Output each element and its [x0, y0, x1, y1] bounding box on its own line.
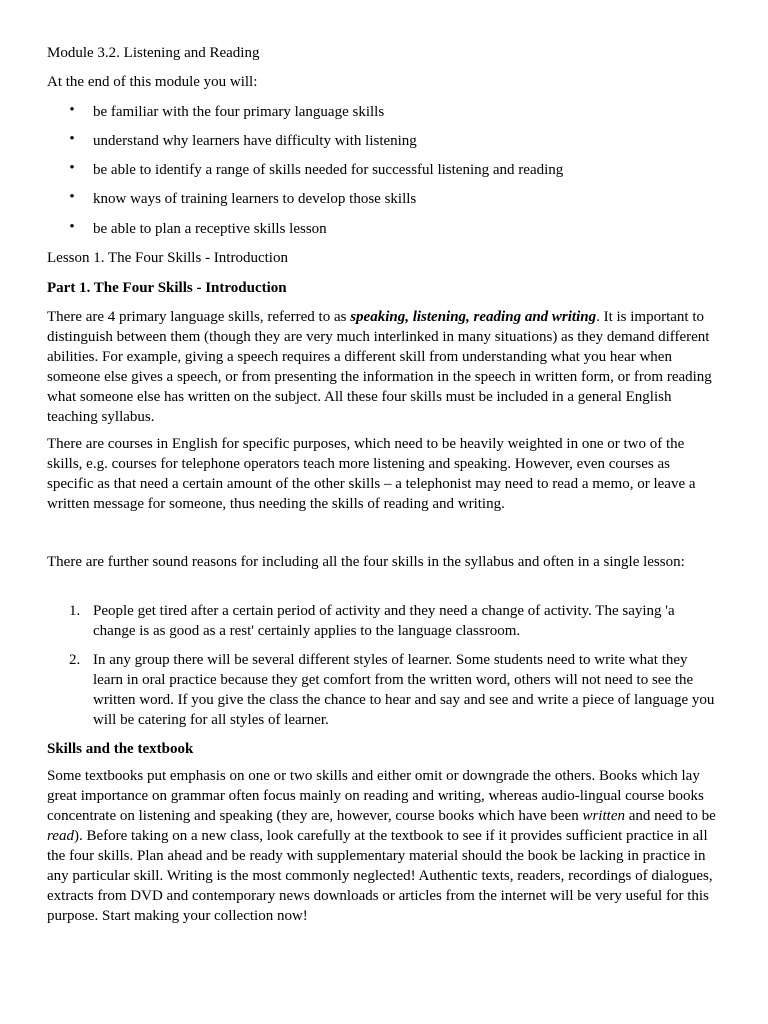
- reason-text: People get tired after a certain period of activity and they need a change of activity. The saying 'a change is as good as a rest' certainly applies to the language classroom.: [93, 603, 675, 639]
- part-heading: Part 1. The Four Skills - Introduction: [47, 280, 287, 296]
- paragraph-textbook: [47, 766, 719, 926]
- bullet-icon: •: [69, 102, 75, 118]
- paragraph-four-skills: [47, 307, 719, 427]
- module-title: Module 3.2. Listening and Reading: [47, 45, 260, 61]
- bullet-icon: •: [69, 219, 75, 235]
- objective-text: be familiar with the four primary language skills: [93, 104, 385, 120]
- paragraph-text: . It is important to distinguish between them (though they are very much interlinked in many situations) as they demand different abilities. For example, giving a speech requires a different skill from understanding what you hear when someone else gives a speech, or from presenting the information in the speech in written form, or from reading what someone else has written on the subject. All these four skills must be included in a general English teaching syllabus.: [47, 309, 712, 425]
- objective-text: be able to plan a receptive skills lesson: [93, 221, 327, 237]
- list-item: [47, 102, 719, 122]
- textbook-heading: Skills and the textbook: [47, 741, 194, 757]
- paragraph-text: ). Before taking on a new class, look carefully at the textbook to see if it provides sufficient practice in all the four skills. Plan ahead and be ready with supplementary material should the book be lacking in practice in any particular skill. Writing is the most commonly neglected! Authentic texts, readers, recordings of dialogues, extracts from DVD and contemporary news downloads or articles from the internet will be very useful for this purpose. Start making your collection now!: [47, 828, 713, 924]
- skills-emphasis: speaking, listening, reading and writing: [350, 309, 597, 325]
- paragraph-text: and need to be: [624, 808, 716, 824]
- module-intro: At the end of this module you will:: [47, 74, 258, 90]
- reason-text: In any group there will be several different styles of learner. Some students need to write what they learn in oral practice because they get comfort from the written word, others will not need to see the written word. If you give the class the chance to hear and say and see and write a piece of language you will be catering for all styles of learner.: [93, 652, 715, 728]
- list-item: [47, 131, 719, 151]
- lesson-title: Lesson 1. The Four Skills - Introduction: [47, 250, 288, 266]
- list-number: 1.: [69, 603, 81, 619]
- written-emphasis: written: [582, 808, 625, 824]
- paragraph-specific-purposes: There are courses in English for specific purposes, which need to be heavily weighted in one or two of the skills, e.g. courses for telephone operators teach more listening and speaking. However, even courses as specific as that need a certain amount of the other skills – a telephonist may need to read a memo, or leave a written message for someone, thus needing the skills of reading and writing.: [47, 436, 696, 512]
- list-item: [47, 189, 719, 209]
- paragraph-text: Some textbooks put emphasis on one or two skills and either omit or downgrade the others. Books which lay great importance on grammar often focus mainly on reading and writing, whereas audio-lingual course books concentrate on listening and speaking (they are, however, course books which have been: [47, 768, 704, 824]
- objective-text: be able to identify a range of skills needed for successful listening and reading: [93, 162, 564, 178]
- bullet-icon: •: [69, 189, 75, 205]
- read-emphasis: read: [47, 828, 74, 844]
- objective-text: understand why learners have difficulty with listening: [93, 133, 417, 149]
- list-item: [47, 219, 719, 239]
- objective-text: know ways of training learners to develop those skills: [93, 191, 417, 207]
- list-number: 2.: [69, 652, 81, 668]
- paragraph-text: There are 4 primary language skills, referred to as: [47, 309, 351, 325]
- bullet-icon: •: [69, 131, 75, 147]
- list-item: [47, 160, 719, 180]
- bullet-icon: •: [69, 160, 75, 176]
- paragraph-further-reasons: There are further sound reasons for including all the four skills in the syllabus and often in a single lesson:: [47, 554, 685, 570]
